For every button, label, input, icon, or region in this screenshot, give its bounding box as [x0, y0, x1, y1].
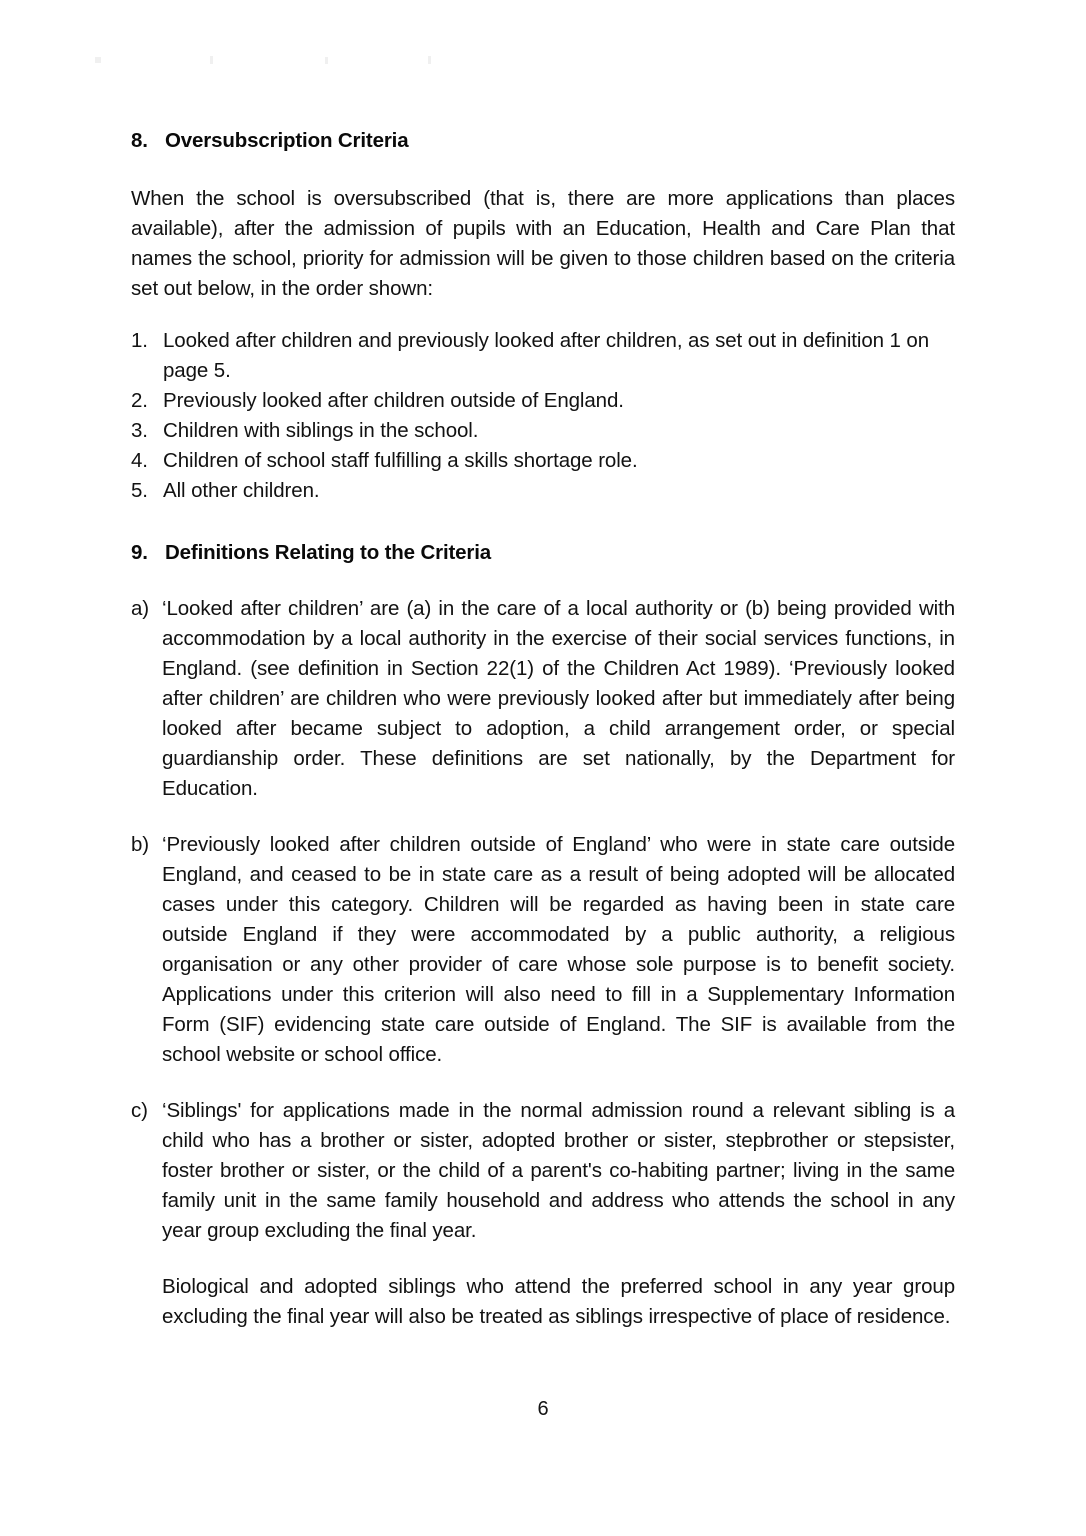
page-content: [131, 128, 955, 1332]
spacer: [131, 566, 955, 594]
definition-body: [162, 594, 955, 804]
definition-paragraph: ‘Looked after children’ are (a) in the care of a local authority or (b) being provided with accommodation by a local authority in the exercise of their social services functions, in England. (see definition in Section 22(1) of the Children Act 1989). ‘Previously looked after children’ are children who were previously looked after but immediately after being looked after became subject to adoption, a child arrangement order, or special guardianship order. These definitions are set nationally, by the Department for Education.: [162, 597, 955, 801]
list-marker: 2.: [131, 388, 148, 412]
definition-item-c: [131, 1096, 955, 1332]
definition-paragraph: Biological and adopted siblings who attend the preferred school in any year group excluding the final year will also be treated as siblings irrespective of place of residence.: [162, 1275, 955, 1329]
definition-item-a: [131, 594, 955, 804]
section-number: 8.: [131, 129, 148, 152]
scan-artifacts: [0, 0, 1086, 120]
list-marker: 1.: [131, 328, 148, 352]
spacer: [131, 804, 955, 830]
list-item-text: Children of school staff fulfilling a skills shortage role.: [163, 448, 638, 472]
page-number: 6: [537, 1398, 549, 1420]
list-item: [131, 446, 955, 476]
spacer: [131, 1070, 955, 1096]
section-heading-9: [131, 540, 955, 567]
definitions-list: [131, 594, 955, 1332]
list-item: [131, 386, 955, 416]
definition-item-b: [131, 830, 955, 1070]
list-item-text: Previously looked after children outside of England.: [163, 388, 624, 412]
list-marker: 4.: [131, 448, 148, 472]
definition-paragraph: ‘Previously looked after children outside of England’ who were in state care outside England, and ceased to be in state care as a result of being adopted will be allocated cases under this category. Children will be regarded as having been in state care outside England if they were accommodated by a public authority, a religious organisation or any other provider of care whose sole purpose is to benefit society. Applications under this criterion will also need to fill in a Supplementary Information Form (SIF) evidencing state care outside of England. The SIF is available from the school website or school office.: [162, 833, 955, 1067]
section-title: Definitions Relating to the Criteria: [165, 540, 492, 564]
list-item-text: Children with siblings in the school.: [163, 418, 479, 442]
oversubscription-intro-paragraph: When the school is oversubscribed (that is, there are more applications than places available), after the admission of pupils with an Education, Health and Care Plan that names the school, priority for admission will be given to those children based on the criteria set out below, in the order shown:: [131, 186, 955, 300]
spacer: [131, 304, 955, 326]
list-item-text: Looked after children and previously looked after children, as set out in definition 1 on page 5.: [163, 328, 930, 382]
definition-marker: c): [131, 1099, 148, 1123]
section-number: 9.: [131, 540, 148, 564]
list-item: [131, 476, 955, 506]
spacer: [131, 506, 955, 540]
spacer: [131, 155, 955, 184]
definition-marker: a): [131, 597, 150, 621]
section-title: Oversubscription Criteria: [165, 129, 409, 152]
list-item: [131, 416, 955, 446]
list-marker: 3.: [131, 418, 148, 442]
section-heading-8: [131, 128, 955, 155]
oversubscription-criteria-list: [131, 326, 955, 506]
definition-paragraph: ‘Siblings' for applications made in the normal admission round a relevant sibling is a child who has a brother or sister, adopted brother or sister, stepbrother or stepsister, foster brother or sister, or the child of a parent's co-habiting partner; living in the same family unit in the same family household and address who attends the school in any year group excluding the final year.: [162, 1099, 955, 1243]
definition-body: [162, 830, 955, 1070]
spacer: [162, 1246, 955, 1272]
list-item: [131, 326, 955, 386]
definition-marker: b): [131, 833, 150, 857]
list-marker: 5.: [131, 478, 148, 502]
list-item-text: All other children.: [163, 478, 320, 502]
definition-body: [162, 1096, 955, 1332]
